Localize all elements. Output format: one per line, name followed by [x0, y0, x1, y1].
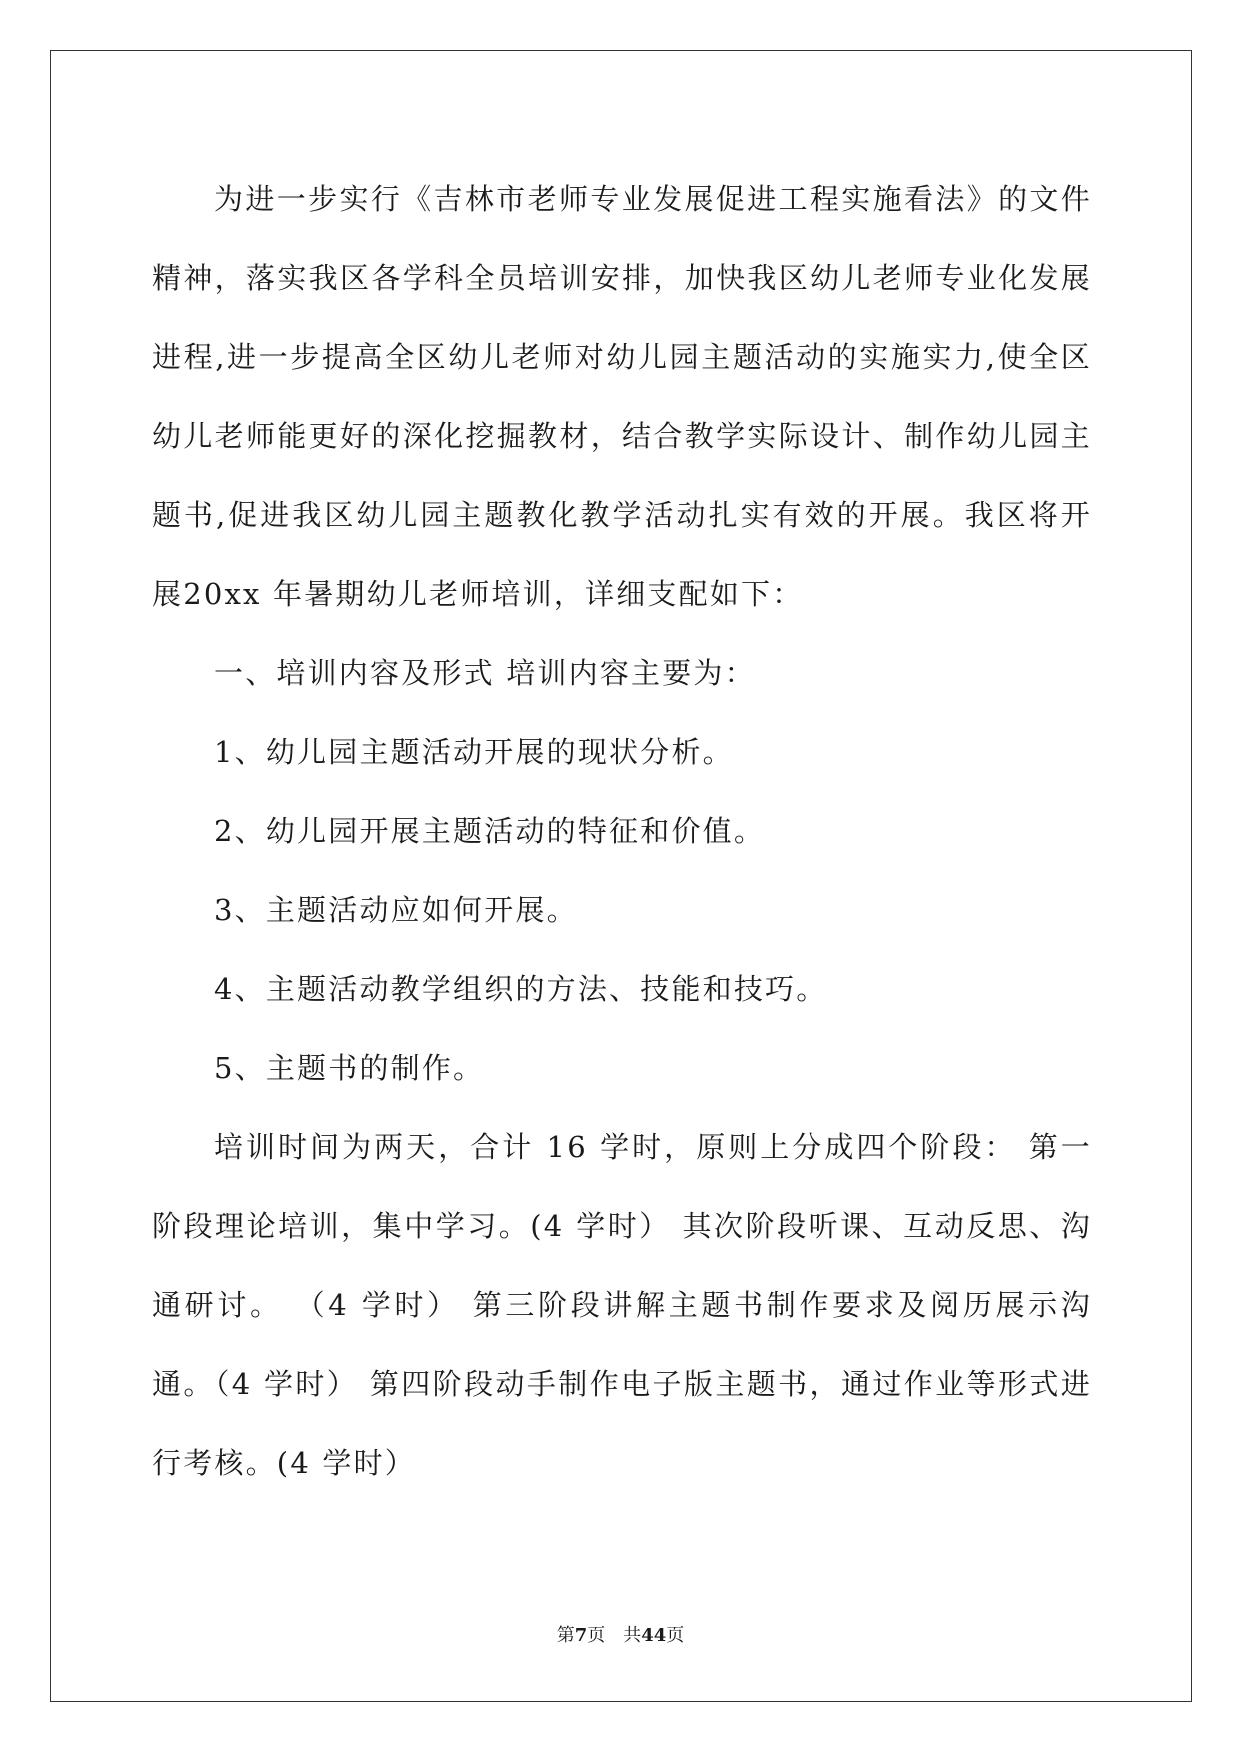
document-body	[152, 160, 1092, 1503]
list-item: 1、幼儿园主题活动开展的现状分析。	[214, 735, 734, 769]
schedule-paragraph: 培训时间为两天，合计 16 学时，原则上分成四个阶段： 第一阶段理论培训，集中学习。(4 学时） 其次阶段听课、互动反思、沟通研讨。 （4 学时） 第三阶段讲解主题书制作要求及阅历展示沟通。（4 学时） 第四阶段动手制作电子版主题书，通过作业等形式进行考核。(4 学时）	[152, 1130, 1092, 1480]
page-label-prefix: 第	[556, 1625, 575, 1646]
total-label-prefix: 共	[623, 1625, 642, 1646]
intro-paragraph: 为进一步实行《吉林市老师专业发展促进工程实施看法》的文件精神，落实我区各学科全员培训安排，加快我区幼儿老师专业化发展进程,进一步提高全区幼儿老师对幼儿园主题活动的实施实力,使全区幼儿老师能更好的深化挖掘教材，结合教学实际设计、制作幼儿园主题书,促进我区幼儿园主题教化教学活动扎实有效的开展。我区将开展20xx 年暑期幼儿老师培训，详细支配如下：	[152, 182, 1092, 611]
total-page-number: 44	[641, 1625, 667, 1646]
page-label-suffix: 页	[587, 1625, 606, 1646]
list-item: 3、主题活动应如何开展。	[214, 893, 578, 927]
section-heading: 一、培训内容及形式 培训内容主要为：	[214, 656, 756, 690]
list-item: 4、主题活动教学组织的方法、技能和技巧。	[214, 972, 828, 1006]
current-page-number: 7	[574, 1625, 588, 1646]
list-item: 5、主题书的制作。	[214, 1051, 485, 1085]
list-item: 2、幼儿园开展主题活动的特征和价值。	[214, 814, 766, 848]
page-footer	[0, 1625, 1241, 1647]
total-label-suffix: 页	[666, 1625, 685, 1646]
